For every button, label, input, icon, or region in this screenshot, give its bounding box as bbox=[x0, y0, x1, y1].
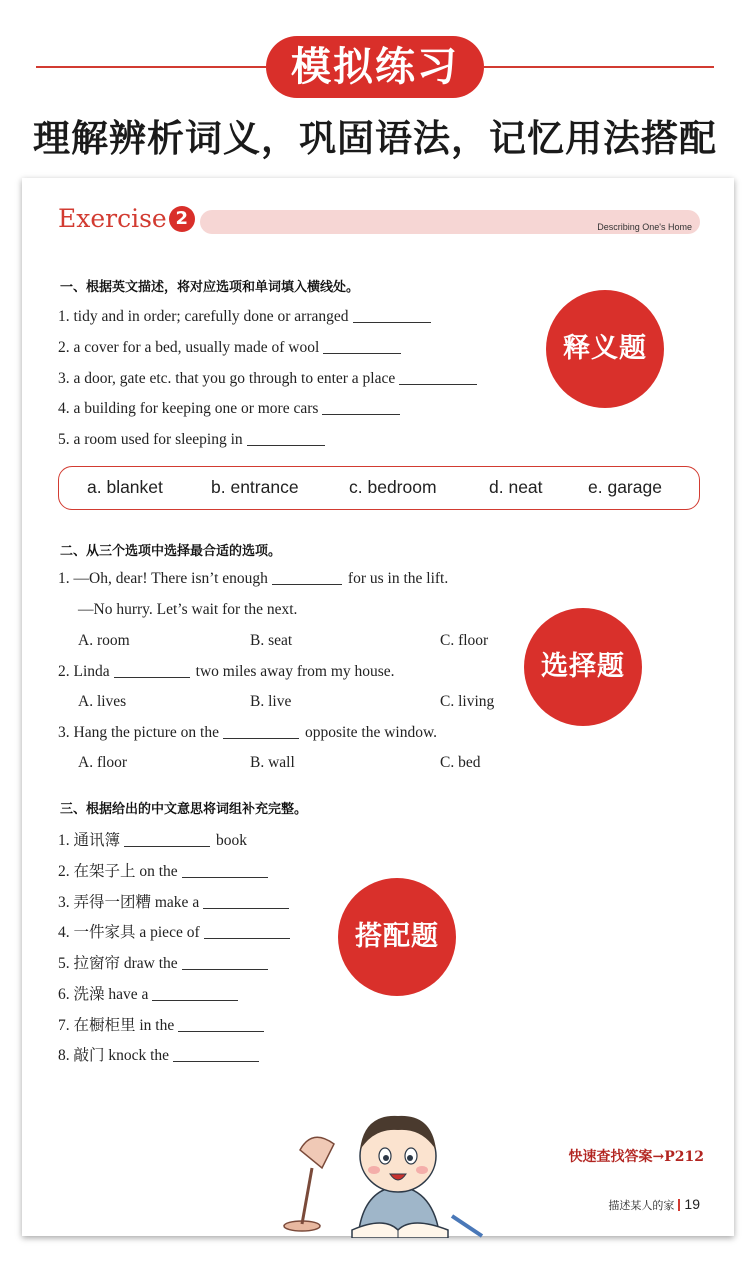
section3-item-1 bbox=[58, 828, 247, 850]
question-text: opposite the window. bbox=[304, 724, 438, 741]
question-text: two miles away from my house. bbox=[195, 663, 395, 680]
answer-blank[interactable] bbox=[178, 1017, 264, 1032]
word-bank bbox=[58, 466, 700, 510]
question-text: 1. tidy and in order; carefully done or arranged bbox=[58, 308, 349, 325]
item-text: 8. 敲门 knock the bbox=[58, 1047, 170, 1064]
exercise-number: 2 bbox=[169, 206, 195, 232]
section3-item-2 bbox=[58, 859, 268, 881]
word-option-a: a. blanket bbox=[87, 477, 163, 497]
section2-question-2 bbox=[58, 663, 395, 681]
q1-option-c[interactable]: C. floor bbox=[440, 632, 489, 649]
exercise-title-bar bbox=[200, 210, 700, 234]
section2-question-3 bbox=[58, 724, 437, 742]
header-badge: 模拟练习 bbox=[266, 36, 484, 98]
section2-question-1 bbox=[58, 570, 448, 588]
section3-item-6 bbox=[58, 982, 238, 1004]
answer-blank[interactable] bbox=[272, 570, 342, 585]
section1-question-1 bbox=[58, 308, 431, 326]
answer-blank[interactable] bbox=[124, 832, 210, 847]
answer-link[interactable]: 快速查找答案→P212 bbox=[568, 1149, 704, 1165]
item-text: 2. 在架子上 on the bbox=[58, 863, 178, 880]
answer-blank[interactable] bbox=[322, 400, 400, 415]
answer-blank[interactable] bbox=[204, 924, 290, 939]
item-text: 6. 洗澡 have a bbox=[58, 986, 149, 1003]
answer-blank[interactable] bbox=[173, 1047, 259, 1062]
question-text: 2. a cover for a bed, usually made of wool bbox=[58, 339, 320, 356]
section3-item-5 bbox=[58, 951, 268, 973]
answer-blank[interactable] bbox=[223, 724, 299, 739]
item-text: book bbox=[216, 832, 248, 849]
word-option-c: c. bedroom bbox=[349, 477, 437, 497]
section3-item-4 bbox=[58, 920, 290, 942]
worksheet-page bbox=[22, 178, 734, 1236]
question-text: 3. Hang the picture on the bbox=[58, 724, 219, 741]
question-text: 3. a door, gate etc. that you go through to enter a place bbox=[58, 370, 396, 387]
q2-option-a[interactable]: A. lives bbox=[78, 693, 127, 710]
item-text: 4. 一件家具 a piece of bbox=[58, 924, 200, 941]
item-text: 1. 通讯簿 bbox=[58, 832, 121, 849]
section3-item-3 bbox=[58, 890, 289, 912]
unit-title: Describing One's Home bbox=[597, 222, 692, 232]
q3-option-c[interactable]: C. bed bbox=[440, 754, 481, 771]
word-option-e: e. garage bbox=[588, 477, 662, 497]
answer-blank[interactable] bbox=[152, 986, 238, 1001]
section1-question-3 bbox=[58, 370, 477, 388]
desk-lamp-icon bbox=[284, 1137, 334, 1231]
header-rule-right bbox=[484, 66, 714, 68]
item-text: 5. 拉窗帘 draw the bbox=[58, 955, 178, 972]
item-text: 3. 弄得一团糟 make a bbox=[58, 894, 200, 911]
student-illustration bbox=[272, 1098, 502, 1238]
student-face-icon bbox=[360, 1116, 436, 1192]
section1-heading: 一、根据英文描述，将对应选项和单词填入横线处。 bbox=[60, 280, 360, 295]
footer-separator bbox=[678, 1199, 680, 1211]
q1-option-b[interactable]: B. seat bbox=[250, 632, 293, 649]
choice-badge: 选择题 bbox=[524, 608, 642, 726]
section1-question-5 bbox=[58, 431, 325, 449]
footer-label: 描述某人的家 bbox=[608, 1199, 675, 1212]
q2-option-b[interactable]: B. live bbox=[250, 693, 292, 710]
section2-question-1-reply: —No hurry. Let’s wait for the next. bbox=[78, 601, 298, 618]
page-footer bbox=[608, 1196, 700, 1213]
question-text: 4. a building for keeping one or more cars bbox=[58, 400, 319, 417]
word-option-b: b. entrance bbox=[211, 477, 299, 497]
section3-item-7 bbox=[58, 1013, 264, 1035]
section2-heading: 二、从三个选项中选择最合适的选项。 bbox=[60, 544, 282, 559]
answer-blank[interactable] bbox=[399, 370, 477, 385]
question-text: 1. —Oh, dear! There isn’t enough bbox=[58, 570, 268, 587]
section1-question-2 bbox=[58, 339, 401, 357]
section3-heading: 三、根据给出的中文意思将词组补充完整。 bbox=[60, 802, 308, 817]
definition-badge: 释义题 bbox=[546, 290, 664, 408]
section3-item-8 bbox=[58, 1043, 259, 1065]
q3-option-a[interactable]: A. floor bbox=[78, 754, 128, 771]
exercise-title bbox=[58, 204, 195, 233]
question-text: for us in the lift. bbox=[347, 570, 449, 587]
item-text: 7. 在橱柜里 in the bbox=[58, 1017, 175, 1034]
collocation-badge: 搭配题 bbox=[338, 878, 456, 996]
exercise-title-text: Exercise bbox=[58, 204, 167, 233]
page-number: 19 bbox=[684, 1196, 700, 1212]
word-option-d: d. neat bbox=[489, 477, 543, 497]
question-text: 2. Linda bbox=[58, 663, 110, 680]
q2-option-c[interactable]: C. living bbox=[440, 693, 495, 710]
answer-blank[interactable] bbox=[203, 894, 289, 909]
header-rule-left bbox=[36, 66, 266, 68]
answer-blank[interactable] bbox=[323, 339, 401, 354]
section1-question-4 bbox=[58, 400, 400, 418]
answer-blank[interactable] bbox=[182, 955, 268, 970]
answer-blank[interactable] bbox=[353, 308, 431, 323]
answer-blank[interactable] bbox=[182, 863, 268, 878]
answer-blank[interactable] bbox=[247, 431, 325, 446]
q3-option-b[interactable]: B. wall bbox=[250, 754, 295, 771]
q1-option-a[interactable]: A. room bbox=[78, 632, 130, 649]
question-text: 5. a room used for sleeping in bbox=[58, 431, 243, 448]
header-subtitle: 理解辨析词义，巩固语法，记忆用法搭配 bbox=[33, 117, 717, 160]
pencil-icon bbox=[452, 1216, 482, 1236]
answer-blank[interactable] bbox=[114, 663, 190, 678]
